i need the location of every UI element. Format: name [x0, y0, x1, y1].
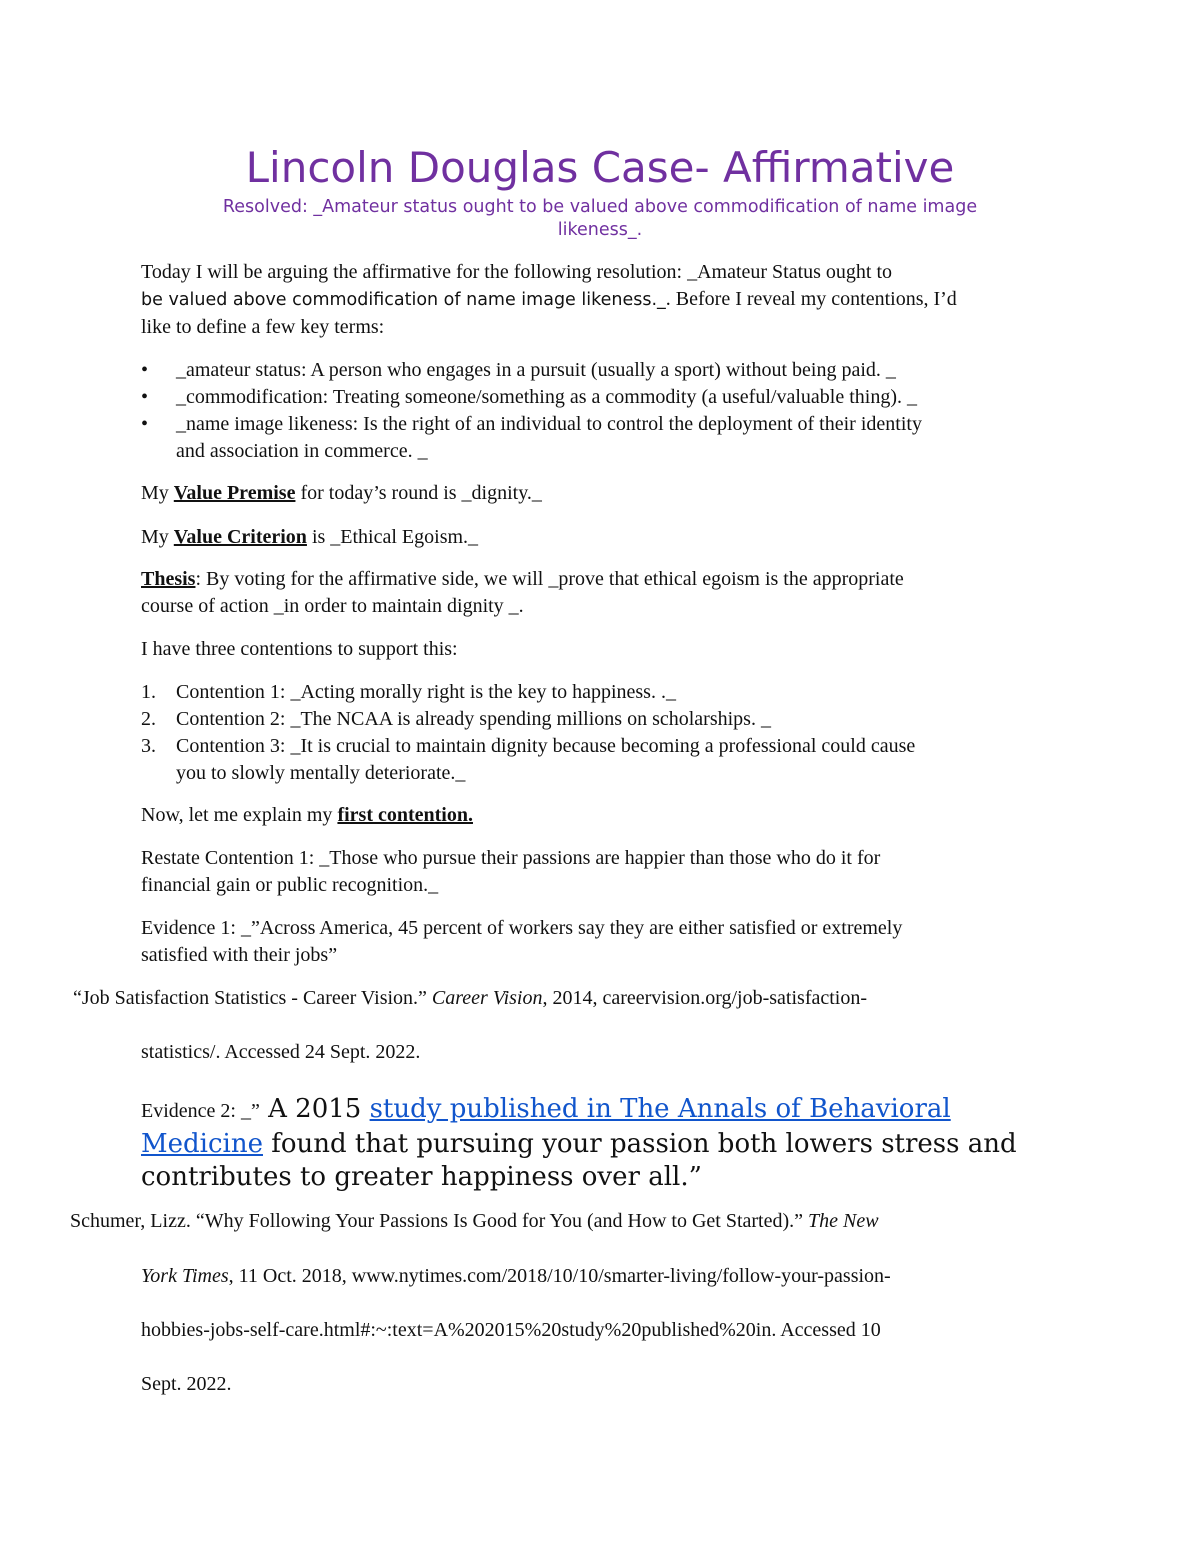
list-number: 1.: [141, 681, 156, 703]
thesis-text: : By voting for the affirmative side, we will _prove that ethical egoism is the appropriate: [195, 568, 904, 590]
evidence-2: [141, 1093, 1041, 1194]
contention-line: Contention 2: _The NCAA is already spending millions on scholarships. _: [176, 708, 771, 730]
citation-1-line-2: statistics/. Accessed 24 Sept. 2022.: [141, 1041, 421, 1063]
intro-line-3: like to define a few key terms:: [141, 316, 385, 338]
value-premise: [141, 480, 1061, 507]
evidence-2-label: Evidence 2: _”: [141, 1100, 260, 1122]
evidence-1: [141, 915, 1061, 969]
contention-line: Contention 3: _It is crucial to maintain dignity because becoming a professional could cause: [176, 735, 916, 757]
evidence-2-text-b: found that pursuing your passion both lowers stress and: [262, 1129, 1017, 1159]
definition-line: _name image likeness: Is the right of an individual to control the deployment of their identity: [176, 413, 922, 435]
thesis-line-1: [141, 566, 1061, 593]
restate-line-2: financial gain or public recognition._: [141, 874, 439, 896]
intro-line-2-rest: . Before I reveal my contentions, I’d: [665, 288, 957, 310]
restate-contention: [141, 845, 1061, 899]
citation-2-source: The New: [808, 1210, 879, 1232]
citation-1-rest: , 2014, careervision.org/job-satisfaction-: [542, 987, 868, 1009]
evidence-2-line-2: [141, 1128, 1041, 1161]
first-contention-intro: [141, 802, 1061, 829]
citation-2-text: Schumer, Lizz. “Why Following Your Passions Is Good for You (and How to Get Started).”: [70, 1210, 809, 1232]
value-criterion-label: Value Criterion: [173, 526, 307, 548]
list-number: 3.: [141, 735, 156, 757]
thesis-line-2: course of action _in order to maintain dignity _.: [141, 595, 524, 617]
definition-line: _amateur status: A person who engages in a pursuit (usually a sport) without being paid. _: [176, 359, 896, 381]
thesis-label: Thesis: [141, 568, 196, 590]
citation-1-text: “Job Satisfaction Statistics - Career Vision.”: [73, 987, 432, 1009]
evidence-1-line-2: satisfied with their jobs”: [141, 944, 338, 966]
bullet-icon: •: [141, 386, 149, 408]
list-item: [141, 384, 1061, 411]
intro-line-2-resolution: be valued above commodification of name image likeness._: [141, 290, 666, 310]
definition-line: _commodification: Treating someone/something as a commodity (a useful/valuable thing). _: [176, 386, 917, 408]
citation-2-line-1: [70, 1208, 1120, 1235]
list-number: 2.: [141, 708, 156, 730]
intro-paragraph: [141, 259, 1061, 341]
citation-2-source-cont: York Times: [141, 1265, 229, 1287]
study-link-continued[interactable]: Medicine: [141, 1129, 263, 1159]
definitions-list: [141, 357, 1061, 465]
restate-line-1: Restate Contention 1: _Those who pursue their passions are happier than those who do it for: [141, 847, 881, 869]
document-title: Lincoln Douglas Case- Affirmative: [245, 143, 955, 192]
bullet-icon: •: [141, 413, 149, 435]
study-link[interactable]: study published in The Annals of Behavioral: [369, 1094, 951, 1124]
thesis-paragraph: [141, 566, 1061, 620]
first-contention-prefix: Now, let me explain my: [141, 804, 338, 826]
first-contention-label: first contention.: [337, 804, 473, 826]
contentions-list: [141, 679, 1061, 787]
contentions-intro: I have three contentions to support this:: [141, 638, 458, 660]
value-criterion: [141, 524, 1061, 551]
intro-line-1: Today I will be arguing the affirmative for the following resolution: _Amateur Status ought to: [141, 261, 893, 283]
definition-line-2: and association in commerce. _: [176, 440, 428, 462]
list-item: [141, 411, 1061, 465]
evidence-2-line-3: contributes to greater happiness over all.”: [141, 1162, 702, 1192]
citation-2-line-2: [141, 1263, 1091, 1290]
subtitle-line-2: likeness_.: [557, 220, 643, 240]
resolution-subtitle: [150, 196, 1050, 242]
evidence-2-line-1: [141, 1093, 1041, 1128]
value-premise-text: for today’s round is _dignity._: [295, 482, 542, 504]
value-criterion-prefix: My: [141, 526, 174, 548]
evidence-1-line-1: Evidence 1: _”Across America, 45 percent of workers say they are either satisfied or extremely: [141, 917, 903, 939]
citation-2-url: , 11 Oct. 2018, www.nytimes.com/2018/10/10/smarter-living/follow-your-passion-: [228, 1265, 891, 1287]
citation-1-line-1: [73, 985, 1073, 1012]
citation-2-line-4: Sept. 2022.: [141, 1373, 232, 1395]
list-item: [141, 706, 1061, 733]
value-premise-prefix: My: [141, 482, 174, 504]
contention-line: Contention 1: _Acting morally right is the key to happiness. ._: [176, 681, 676, 703]
value-premise-label: Value Premise: [173, 482, 296, 504]
evidence-2-text: A 2015: [259, 1094, 370, 1124]
bullet-icon: •: [141, 359, 149, 381]
subtitle-line-1: Resolved: _Amateur status ought to be valued above commodification of name image: [222, 197, 978, 217]
list-item: [141, 733, 1061, 787]
value-criterion-text: is _Ethical Egoism._: [306, 526, 479, 548]
citation-1-source: Career Vision: [431, 987, 543, 1009]
list-item: [141, 679, 1061, 706]
intro-line-2: [141, 286, 1061, 314]
citation-2-line-3: hobbies-jobs-self-care.html#:~:text=A%202015%20study%20published%20in. Accessed 10: [141, 1319, 881, 1341]
list-item: [141, 357, 1061, 384]
contention-line-2: you to slowly mentally deteriorate._: [176, 762, 466, 784]
